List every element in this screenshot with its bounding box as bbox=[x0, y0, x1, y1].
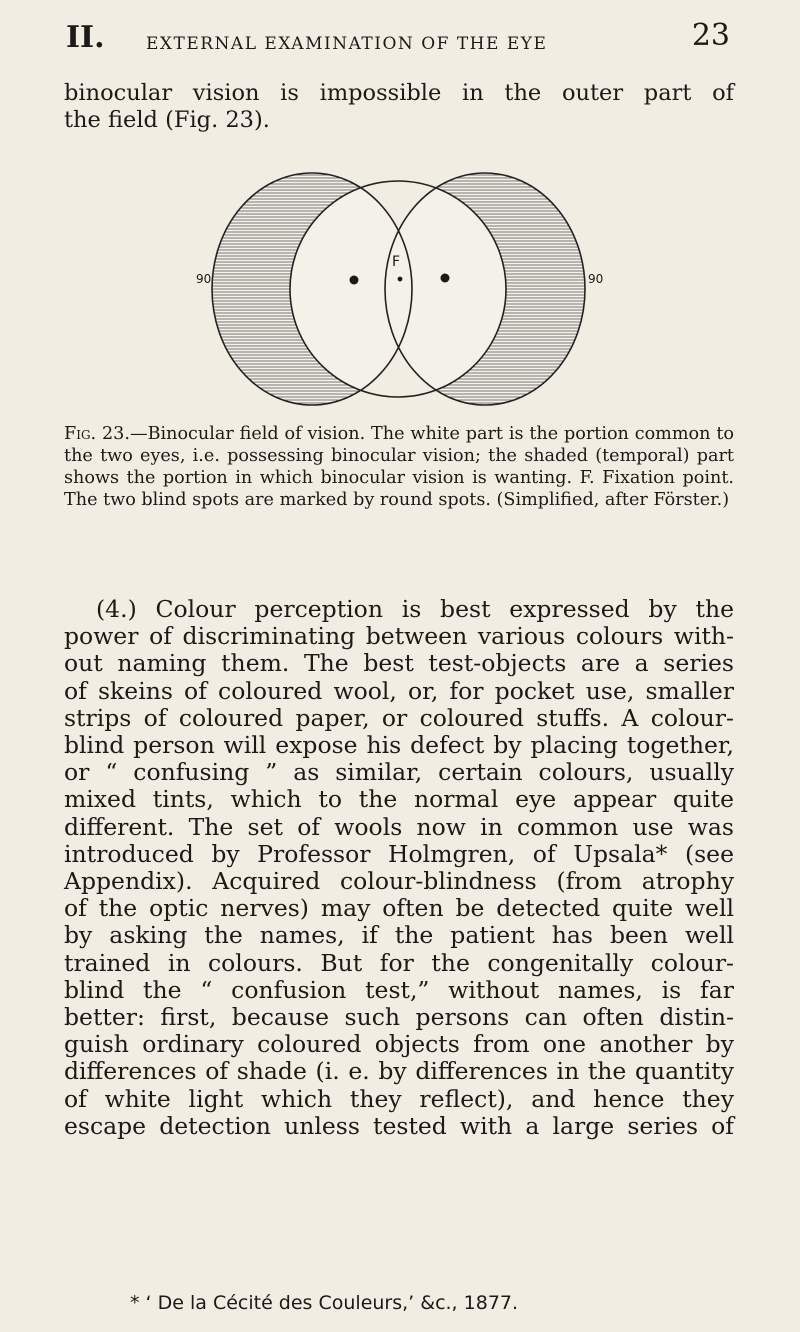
text-line: mixed tints, which to the normal eye appear quite bbox=[64, 785, 734, 814]
figure-caption bbox=[64, 423, 734, 511]
text-line: different. The set of wools now in common use was bbox=[64, 812, 734, 841]
text-line: of white light which they reflect), and hence they bbox=[64, 1084, 734, 1113]
left-degree-label: 90 bbox=[196, 272, 212, 286]
text-line: strips of coloured paper, or coloured stuffs. A colour- bbox=[64, 703, 734, 732]
text-line: of the optic nerves) may often be detected quite well bbox=[64, 894, 734, 923]
text-line: Appendix). Acquired colour-blindness (from atrophy bbox=[64, 867, 734, 896]
caption-text: —Binocular field of vision. The white part is the portion common to the two eyes, i.e. possessing binocular vision; the shaded (temporal) part shows the portion in which binocular vision is wanting. F. Fixation point. The two blind spots are marked by round spots. (Simplified, after Förster.) bbox=[64, 424, 734, 510]
text-line: blind person will expose his defect by placing together, bbox=[64, 731, 734, 760]
text-line: (4.) Colour perception is best expressed by the bbox=[96, 595, 734, 623]
running-header bbox=[66, 18, 730, 60]
chapter-number: II. bbox=[66, 20, 105, 55]
right-degree-label: 90 bbox=[588, 272, 604, 286]
footnote: * ‘ De la Cécité des Couleurs,’ &c., 1877. bbox=[130, 1292, 519, 1314]
text-line: by asking the names, if the patient has been well bbox=[64, 921, 734, 950]
text-line: better: first, because such persons can often distin- bbox=[64, 1003, 734, 1032]
text-line: binocular vision is impossible in the outer part of bbox=[64, 80, 734, 106]
text-line: trained in colours. But for the congenitally colour- bbox=[64, 948, 734, 977]
intro-paragraph bbox=[64, 80, 734, 134]
caption-figure-label: Fig. 23. bbox=[64, 424, 130, 444]
right-blind-spot bbox=[441, 274, 450, 283]
text-line: power of discriminating between various colours with- bbox=[64, 622, 734, 651]
binocular-field-diagram bbox=[180, 168, 620, 410]
fixation-point bbox=[398, 277, 403, 282]
text-line: of skeins of coloured wool, or, for pocket use, smaller bbox=[64, 676, 734, 705]
page-number: 23 bbox=[691, 18, 730, 53]
text-line: blind the “ confusion test,” without names, is far bbox=[64, 975, 734, 1004]
text-line: escape detection unless tested with a large series of bbox=[64, 1111, 734, 1140]
running-title: EXTERNAL EXAMINATION OF THE EYE bbox=[146, 34, 548, 54]
text-line: differences of shade (i. e. by differences in the quantity bbox=[64, 1057, 734, 1086]
text-line: out naming them. The best test-objects are a series bbox=[64, 649, 734, 678]
binocular-field-figure bbox=[180, 168, 620, 410]
left-blind-spot bbox=[350, 276, 359, 285]
text-line: the field (Fig. 23). bbox=[64, 107, 270, 133]
text-line: or “ confusing ” as similar, certain colours, usually bbox=[64, 758, 734, 787]
fixation-label: F bbox=[392, 254, 401, 270]
text-line: introduced by Professor Holmgren, of Upsala* (see bbox=[64, 839, 734, 868]
text-line: guish ordinary coloured objects from one another by bbox=[64, 1030, 734, 1059]
colour-perception-paragraph bbox=[64, 596, 734, 1140]
